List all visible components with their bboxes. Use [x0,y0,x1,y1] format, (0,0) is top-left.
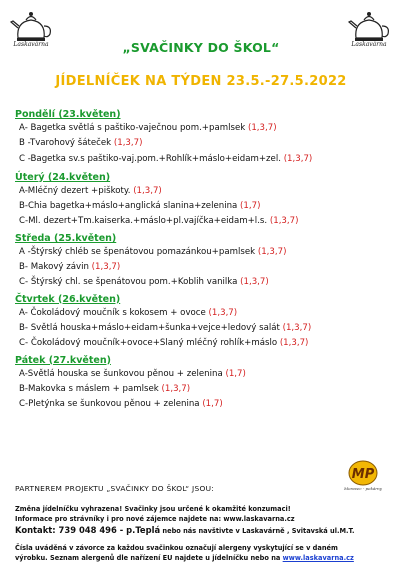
menu-item [15,184,400,199]
mp-logo-letters: MP [351,467,375,482]
allergen-codes: (1,3,7) [133,185,162,196]
footer-notice: Změna jídelníčku vyhrazena! Svačinky jsou určené k okamžité konzumaci! [15,505,291,513]
logo-caption: Laskavárna [351,41,387,48]
website-link[interactable]: www.laskavarna.cz [282,554,354,562]
menu-item-text: C- Čokoládový moučník+ovoce+Slaný mléčný rohlík+máslo [19,338,278,349]
weekly-menu [15,108,400,412]
menu-day [15,108,400,167]
allergen-codes: (1,7) [202,399,223,410]
menu-item [15,275,400,290]
menu-item [15,382,400,397]
day-heading: Úterý (24.květen) [15,171,111,183]
menu-item-text: B -Tvarohový šáteček [19,138,112,149]
menu-item-text: C-Ml. dezert+Tm.kaiserka.+máslo+pl.vajíčka+eidam+l.s. [19,216,268,227]
menu-item-text: C -Bagetka sv.s paštiko-vaj.pom.+Rohlík+máslo+eidam+zel. [19,153,281,164]
menu-item [15,336,400,351]
menu-item [15,260,400,275]
menu-day [15,171,400,230]
menu-item [15,367,400,382]
menu-item-text: C-Pletýnka se šunkovou pěnou + zelenina [19,399,200,410]
website-link[interactable]: www.laskavarna.cz [223,515,295,523]
allergen-note-line1: Čísla uváděná v závorce za každou svačinkou označují alergeny vyskytující se v daném [15,544,338,552]
allergen-codes: (1,3,7) [257,246,287,257]
footer-info-text: Informace pro strávníky i pro nové zájemce najdete na: [15,515,224,523]
logo-caption: Laskavárna [13,41,49,48]
mp-logo-caption: Moravec - pekárny [343,486,383,491]
menu-item-text: B-Makovka s máslem + pamlsek [19,383,159,394]
menu-item [15,199,400,214]
allergen-codes: (1,3,7) [269,216,299,227]
allergen-codes: (1,3,7) [113,138,143,149]
menu-day [15,232,400,291]
menu-item [15,152,400,167]
menu-item [15,397,400,412]
allergen-codes: (1,7) [240,201,261,212]
allergen-note-text: výrobku. Seznam alergenů dle nařízení EU najdete u jídelníčku nebo na [15,554,283,562]
menu-item-text: A -Štýrský chléb se špenátovou pomazánkou+pamlsek [19,246,256,257]
allergen-codes: (1,3,7) [282,322,312,333]
allergen-codes: (1,3,7) [208,307,238,318]
page-title: „SVAČINKY DO ŠKOL“ [122,40,280,55]
allergen-codes: (1,3,7) [161,383,191,394]
allergen-codes: (1,3,7) [91,262,121,273]
menu-item-text: B-Chia bagetka+máslo+anglická slanina+zelenina [19,201,238,212]
footer-contact [15,524,400,537]
menu-item [15,136,400,151]
day-heading: Středa (25.květen) [15,232,117,244]
contact-address: nebo nás navštivte v Laskavárně , Svitavská ul.M.T. [160,527,355,535]
allergen-codes: (1,3,7) [247,123,277,133]
menu-item-text: A-Světlá houska se šunkovou pěnou + zelenina [19,368,223,379]
menu-day [15,354,400,413]
contact-phone: Kontakt: 739 048 496 - p.Teplá [15,525,161,535]
menu-subtitle: JÍDELNÍČEK NA TÝDEN 23.5.-27.5.2022 [55,74,347,89]
day-heading: Pondělí (23.květen) [15,109,121,120]
menu-item [15,121,400,136]
menu-item [15,306,400,321]
footer [15,504,400,563]
menu-item-text: C- Štýrský chl. se špenátovou pom.+Koblih vanilka [19,277,238,288]
day-heading: Čtvrtek (26.květen) [15,293,121,305]
allergen-codes: (1,3,7) [283,153,313,164]
menu-item-text: A- Bagetka světlá s paštiko-vaječnou pom.+pamlsek [19,123,246,133]
menu-item [15,245,400,260]
allergen-codes: (1,3,7) [240,277,269,288]
allergen-codes: (1,7) [225,368,246,379]
partner-text: PARTNEREM PROJEKTU „SVAČINKY DO ŠKOL“ JSOU: [15,484,215,493]
menu-item-text: B- Světlá houska+máslo+eidam+šunka+vejce+ledový salát [19,322,280,333]
allergen-note-line2 [15,553,400,563]
menu-item [15,321,400,336]
day-heading: Pátek (27.květen) [15,354,111,366]
menu-item-text: B- Makový závin [19,262,89,273]
footer-info [15,514,400,524]
menu-day [15,293,400,352]
menu-item-text: A-Mléčný dezert +piškoty. [19,185,131,196]
allergen-codes: (1,3,7) [279,338,309,349]
menu-item [15,214,400,229]
menu-item-text: A- Čokoládový moučník s kokosem + ovoce [19,307,206,318]
mp-bakery-logo [340,459,386,495]
